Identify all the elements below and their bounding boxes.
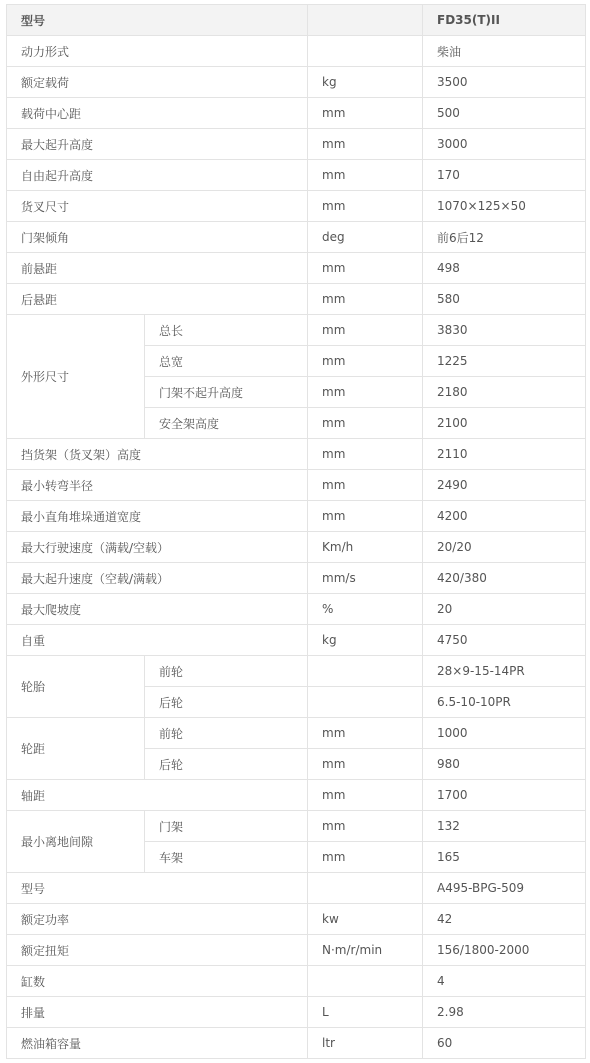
spec-name: 最小直角堆垛通道宽度 [7,501,308,532]
table-row [7,315,586,346]
group-name: 轮距 [7,718,145,780]
table-row [7,904,586,935]
spec-unit: mm [308,160,423,191]
spec-name: 额定载荷 [7,67,308,98]
spec-value: 柴油 [423,36,586,67]
table-row [7,1028,586,1059]
spec-unit: mm [308,98,423,129]
spec-value: 1225 [423,346,586,377]
spec-unit: mm [308,129,423,160]
spec-unit: Km/h [308,532,423,563]
spec-value: 156/1800-2000 [423,935,586,966]
spec-name: 最大起升速度（空载/满载） [7,563,308,594]
spec-unit: mm [308,191,423,222]
spec-value: 980 [423,749,586,780]
spec-value: 498 [423,253,586,284]
spec-name: 最大爬坡度 [7,594,308,625]
spec-value: 2100 [423,408,586,439]
table-row [7,191,586,222]
spec-value: 2110 [423,439,586,470]
spec-value: 420/380 [423,563,586,594]
spec-unit: mm [308,501,423,532]
group-name: 最小离地间隙 [7,811,145,873]
spec-unit: % [308,594,423,625]
spec-name: 轴距 [7,780,308,811]
spec-unit [308,36,423,67]
spec-value: 3000 [423,129,586,160]
table-row [7,718,586,749]
table-row [7,501,586,532]
table-row [7,253,586,284]
spec-unit: kw [308,904,423,935]
spec-value: 前6后12 [423,222,586,253]
table-row [7,67,586,98]
spec-name: 前悬距 [7,253,308,284]
table-row [7,625,586,656]
spec-name: 最小转弯半径 [7,470,308,501]
spec-unit: mm/s [308,563,423,594]
spec-unit: kg [308,67,423,98]
spec-name: 额定功率 [7,904,308,935]
spec-unit: mm [308,811,423,842]
spec-value: 1000 [423,718,586,749]
spec-name: 燃油箱容量 [7,1028,308,1059]
table-row [7,811,586,842]
spec-value: 60 [423,1028,586,1059]
table-row [7,935,586,966]
spec-name: 缸数 [7,966,308,997]
spec-unit: mm [308,470,423,501]
table-row [7,98,586,129]
spec-name: 型号 [7,873,308,904]
spec-unit: mm [308,346,423,377]
spec-name: 最大行驶速度（满载/空载） [7,532,308,563]
table-row [7,966,586,997]
spec-value: 42 [423,904,586,935]
spec-unit: mm [308,842,423,873]
spec-value: 3500 [423,67,586,98]
spec-value: 20 [423,594,586,625]
spec-value: 6.5-10-10PR [423,687,586,718]
spec-unit: mm [308,718,423,749]
spec-value: 170 [423,160,586,191]
spec-subname: 后轮 [145,749,308,780]
spec-value: 580 [423,284,586,315]
spec-name: 额定扭矩 [7,935,308,966]
spec-value: 500 [423,98,586,129]
spec-value: A495-BPG-509 [423,873,586,904]
spec-unit: ltr [308,1028,423,1059]
spec-value: 1700 [423,780,586,811]
spec-unit: mm [308,408,423,439]
spec-subname: 后轮 [145,687,308,718]
spec-value: 2180 [423,377,586,408]
spec-value: 2.98 [423,997,586,1028]
group-name: 轮胎 [7,656,145,718]
spec-table [6,4,586,1059]
spec-value: 165 [423,842,586,873]
spec-name: 货叉尺寸 [7,191,308,222]
spec-name: 门架倾角 [7,222,308,253]
spec-unit: mm [308,284,423,315]
spec-subname: 前轮 [145,718,308,749]
table-row [7,873,586,904]
spec-unit [308,656,423,687]
spec-unit: mm [308,315,423,346]
spec-unit: kg [308,625,423,656]
table-row [7,36,586,67]
spec-name: 动力形式 [7,36,308,67]
spec-subname: 门架不起升高度 [145,377,308,408]
spec-unit: L [308,997,423,1028]
spec-name: 载荷中心距 [7,98,308,129]
table-row [7,656,586,687]
spec-value: 3830 [423,315,586,346]
table-row [7,222,586,253]
table-row [7,129,586,160]
spec-unit: mm [308,439,423,470]
spec-unit [308,966,423,997]
spec-name: 自由起升高度 [7,160,308,191]
spec-value: 132 [423,811,586,842]
group-name: 外形尺寸 [7,315,145,439]
spec-unit: N·m/r/min [308,935,423,966]
table-row [7,594,586,625]
spec-unit: deg [308,222,423,253]
spec-subname: 总宽 [145,346,308,377]
spec-unit: mm [308,253,423,284]
spec-unit: mm [308,749,423,780]
spec-unit [308,873,423,904]
spec-name: 挡货架（货叉架）高度 [7,439,308,470]
spec-value: 20/20 [423,532,586,563]
header-unit [308,5,423,36]
spec-value: 4 [423,966,586,997]
header-model: FD35(T)II [423,5,586,36]
spec-unit [308,687,423,718]
spec-value: 1070×125×50 [423,191,586,222]
spec-name: 最大起升高度 [7,129,308,160]
spec-value: 4750 [423,625,586,656]
table-row [7,470,586,501]
table-row [7,160,586,191]
table-header-row [7,5,586,36]
spec-unit: mm [308,780,423,811]
spec-name: 排量 [7,997,308,1028]
spec-subname: 门架 [145,811,308,842]
spec-subname: 前轮 [145,656,308,687]
spec-value: 28×9-15-14PR [423,656,586,687]
spec-name: 自重 [7,625,308,656]
spec-subname: 总长 [145,315,308,346]
spec-value: 4200 [423,501,586,532]
spec-value: 2490 [423,470,586,501]
spec-unit: mm [308,377,423,408]
spec-name: 后悬距 [7,284,308,315]
spec-subname: 车架 [145,842,308,873]
spec-subname: 安全架高度 [145,408,308,439]
table-row [7,284,586,315]
header-label: 型号 [7,5,308,36]
table-row [7,439,586,470]
table-row [7,997,586,1028]
table-row [7,563,586,594]
table-row [7,532,586,563]
table-row [7,780,586,811]
